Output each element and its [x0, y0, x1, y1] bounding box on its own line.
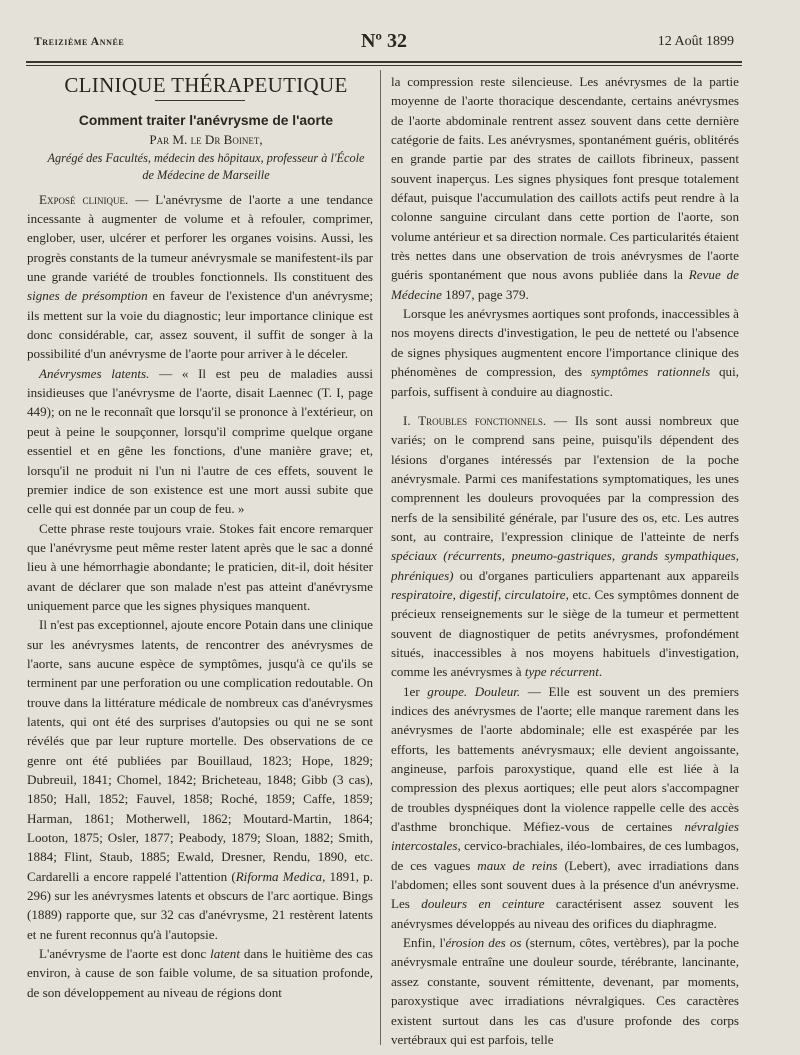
left-column	[27, 72, 373, 1002]
title-rule	[155, 100, 245, 101]
volume-year: Treizième Année	[34, 36, 125, 48]
run-in-heading: I. Troubles fonctionnels.	[403, 412, 547, 428]
paragraph-anevrysmes-latents: Anévrysmes latents. — « Il est peu de maladies aussi insidieuses que l'anévrysme de l'aorte, disait Laennec (T. I, page 449); on ne le reconnaît que lorsqu'il se prononce à l'extérieur, on peut à peine le soupçonner, lorsqu'il comprime quelque organe essentiel et en gêne les fonctions, d'une manière grave; et, lorsqu'il ne produit ni l'un ni l'autre de ces effets, souvent le premier indice de son existence est une mort aussi subite que celle qui est donnée par un coup de feu. »	[27, 365, 373, 517]
paragraph-compression: Lorsque les anévrysmes aortiques sont profonds, inaccessibles à nos moyens directs d'investigation, le peu de netteté ou l'absence de signes physiques augmentent encore l'importance clinique des phénomènes de compression, des symptômes rationnels qui, parfois, suffisent à conduire au diagnostic.	[391, 306, 739, 399]
right-column	[391, 72, 739, 1049]
paragraph-continued: la compression reste silencieuse. Les anévrysmes de la partie moyenne de l'aorte thoracique descendante, certains anévrysmes de l'aorte abdominale rentrent assez souvent dans cette dernière catégorie de faits. Les anévrysmes, spontanément guéris, oblitérés en grande partie par des strates de caillots fibrineux, passent souvent inaperçus. Les signes physiques font presque totalement défaut, puisque l'accumulation des caillots actifs peut rendre à la colonne sanguine circulant dans cette portion de l'aorte, son volume antérieur et sa direction normale. Ces particularités étaient très nettes dans une observation de trois anévrysmes de l'aorte guéris spontanément que nous avons publiée dans la Revue de Médecine 1897, page 379.	[391, 74, 739, 302]
run-in-heading: groupe. Douleur.	[419, 683, 521, 699]
issue-number: Nº 32	[360, 30, 408, 52]
header-rule-thick	[26, 61, 742, 63]
section-title: CLINIQUE THÉRAPEUTIQUE	[64, 73, 348, 97]
paragraph-troubles-fonctionnels: I. Troubles fonctionnels. — Ils sont aussi nombreux que variés; on le comprend sans peine, puisqu'ils dépendent des lésions d'organes intéressés par l'extension de la poche anévrysmale. Parmi ces manifestations symptomatiques, les unes comprennent les douleurs provoquées par la compression des nerfs de la sensibilité générale, par l'usure des os, etc. Les autres sont, au contraire, l'expression clinique de l'atteinte de nerfs spéciaux (récurrents, pneumo-gastriques, grands sympathiques, phréniques) ou d'organes particuliers appartenant aux appareils respiratoire, digestif, circulatoire, etc. Ces symptômes donnent de précieux renseignements sur le siège de la tumeur et permettent souvent de diagnostiquer de petits anévrysmes, profondément situés, inaccessibles à nos moyens habituels d'investigation, comme les anévrysmes à type récurrent.	[391, 412, 739, 680]
article-title: Comment traiter l'anévrysme de l'aorte	[78, 113, 334, 128]
issue-date: 12 Août 1899	[657, 34, 734, 49]
paragraph-erosion-des-os: Enfin, l'érosion des os (sternum, côtes, vertèbres), par la poche anévrysmale entraîne une douleur sourde, térébrante, lancinante, assez constante, souvent rémittente, devenant, par moments, paroxystique avec irradiations névralgiques. Ces caractères existent surtout dans les cas d'usure profonde des corps vertébraux qui est parfois, telle	[391, 935, 739, 1047]
author-name: Boinet,	[223, 132, 263, 148]
paragraph-potain: Il n'est pas exceptionnel, ajoute encore Potain dans une clinique sur les anévrysmes latents, de rencontrer des anévrysmes de l'aorte, sans aucune espèce de symptômes, jusqu'à ce qu'ils se terminent par une perforation ou une complication redoutable. On trouve dans la littérature médicale de nombreux cas d'anévrysmes latents, qui ont été des surprises d'autopsies ou qui ne se sont révélés que par leur rupture mortelle. Des observations de ce genre ont été publiées par Bouillaud, 1823; Hope, 1829; Dubreuil, 1841; Chomel, 1842; Bricheteau, 1848; Gibb (3 cas), 1850; Hall, 1852; Fauvel, 1858; Roché, 1859; Caffe, 1859; Harman, 1861; Motherwell, 1862; Moutard-Martin, 1864; Looton, 1875; Osler, 1877; Peabody, 1879; Sloan, 1882; Smith, 1884; Flint, Staub, 1885; Ewald, Dresner, Rendu, 1890, etc. Cardarelli a encore rappelé l'attention (Riforma Medica, 1891, p. 296) sur les anévrysmes latents et obscurs de l'arc aortique. Bings (1889) rapporte que, sur 32 cas d'anévrysme, 21 restèrent latents et ne furent reconnus qu'à l'autopsie.	[27, 617, 373, 942]
affiliation-line-1: Agrégé des Facultés, médecin des hôpitaux, professeur à l'École	[47, 150, 365, 165]
paragraph-latent-frequency: L'anévrysme de l'aorte est donc latent dans le huitième des cas environ, à cause de son faible volume, de sa situation profonde, de son développement au niveau de régions dont	[27, 946, 373, 1000]
running-head	[34, 32, 734, 56]
paragraph-expose-clinique: Exposé clinique. — L'anévrysme de l'aorte a une tendance incessante à augmenter de volume et à refouler, comprimer, englober, user, ulcérer et perforer les organes voisins. Aussi, les progrès constants de la tumeur anévrysmale se manifestent-ils par une grande variété de troubles fonctionnels. Ils constituent des signes de présomption en faveur de l'existence d'un anévrysme; ils mettent sur la voie du diagnostic; leur importance clinique est donc considérable, car, assez souvent, il suffit de songer à la possibilité d'un anévrysme de l'aorte pour arriver à le déceler.	[27, 191, 373, 362]
affiliation-line-2: de Médecine de Marseille	[142, 167, 270, 182]
paragraph-douleur: 1er groupe. Douleur. — Elle est souvent un des premiers indices des anévrysmes de l'aorte; elle manque rarement dans les anévrysmes de l'aorte abdominale; elle est exaspérée par les efforts, les battements anévrysmaux; elle devient angoissante, angineuse, parfois paroxystique, quand elle est liée à la compression des plexus aortiques; elle peut alors s'accompagner de troubles dyspnéiques dont la violence rappelle celle des accès d'asthme bronchique. Méfiez-vous de certaines névralgies intercostales, cervico-brachiales, iléo-lombaires, de ces lumbagos, de ces vagues maux de reins (Lebert), avec irradiations dans l'abdomen; elles sont souvent dues à la présence d'un anévrysme. Les douleurs en ceinture caractérisent assez souvent les anévrysmes développés au niveau des orifices du diaphragme.	[391, 683, 739, 931]
run-in-heading: Anévrysmes latents.	[39, 365, 150, 381]
author-line	[27, 130, 373, 149]
header-rule-thin	[26, 65, 742, 66]
run-in-heading: Exposé clinique.	[39, 191, 129, 207]
column-divider	[380, 70, 381, 1045]
author-prefix: Par M. le Dr	[149, 132, 221, 148]
paragraph-stokes: Cette phrase reste toujours vraie. Stokes fait encore remarquer que l'anévrysme peut même rester latent après que le sac a donné lieu à une hémorrhagie abondante; le praticien, dit-il, doit hésiter avant de déclarer que son malade n'est pas atteint d'anévrysme uniquement parce que les signes physiques manquent.	[27, 520, 373, 613]
